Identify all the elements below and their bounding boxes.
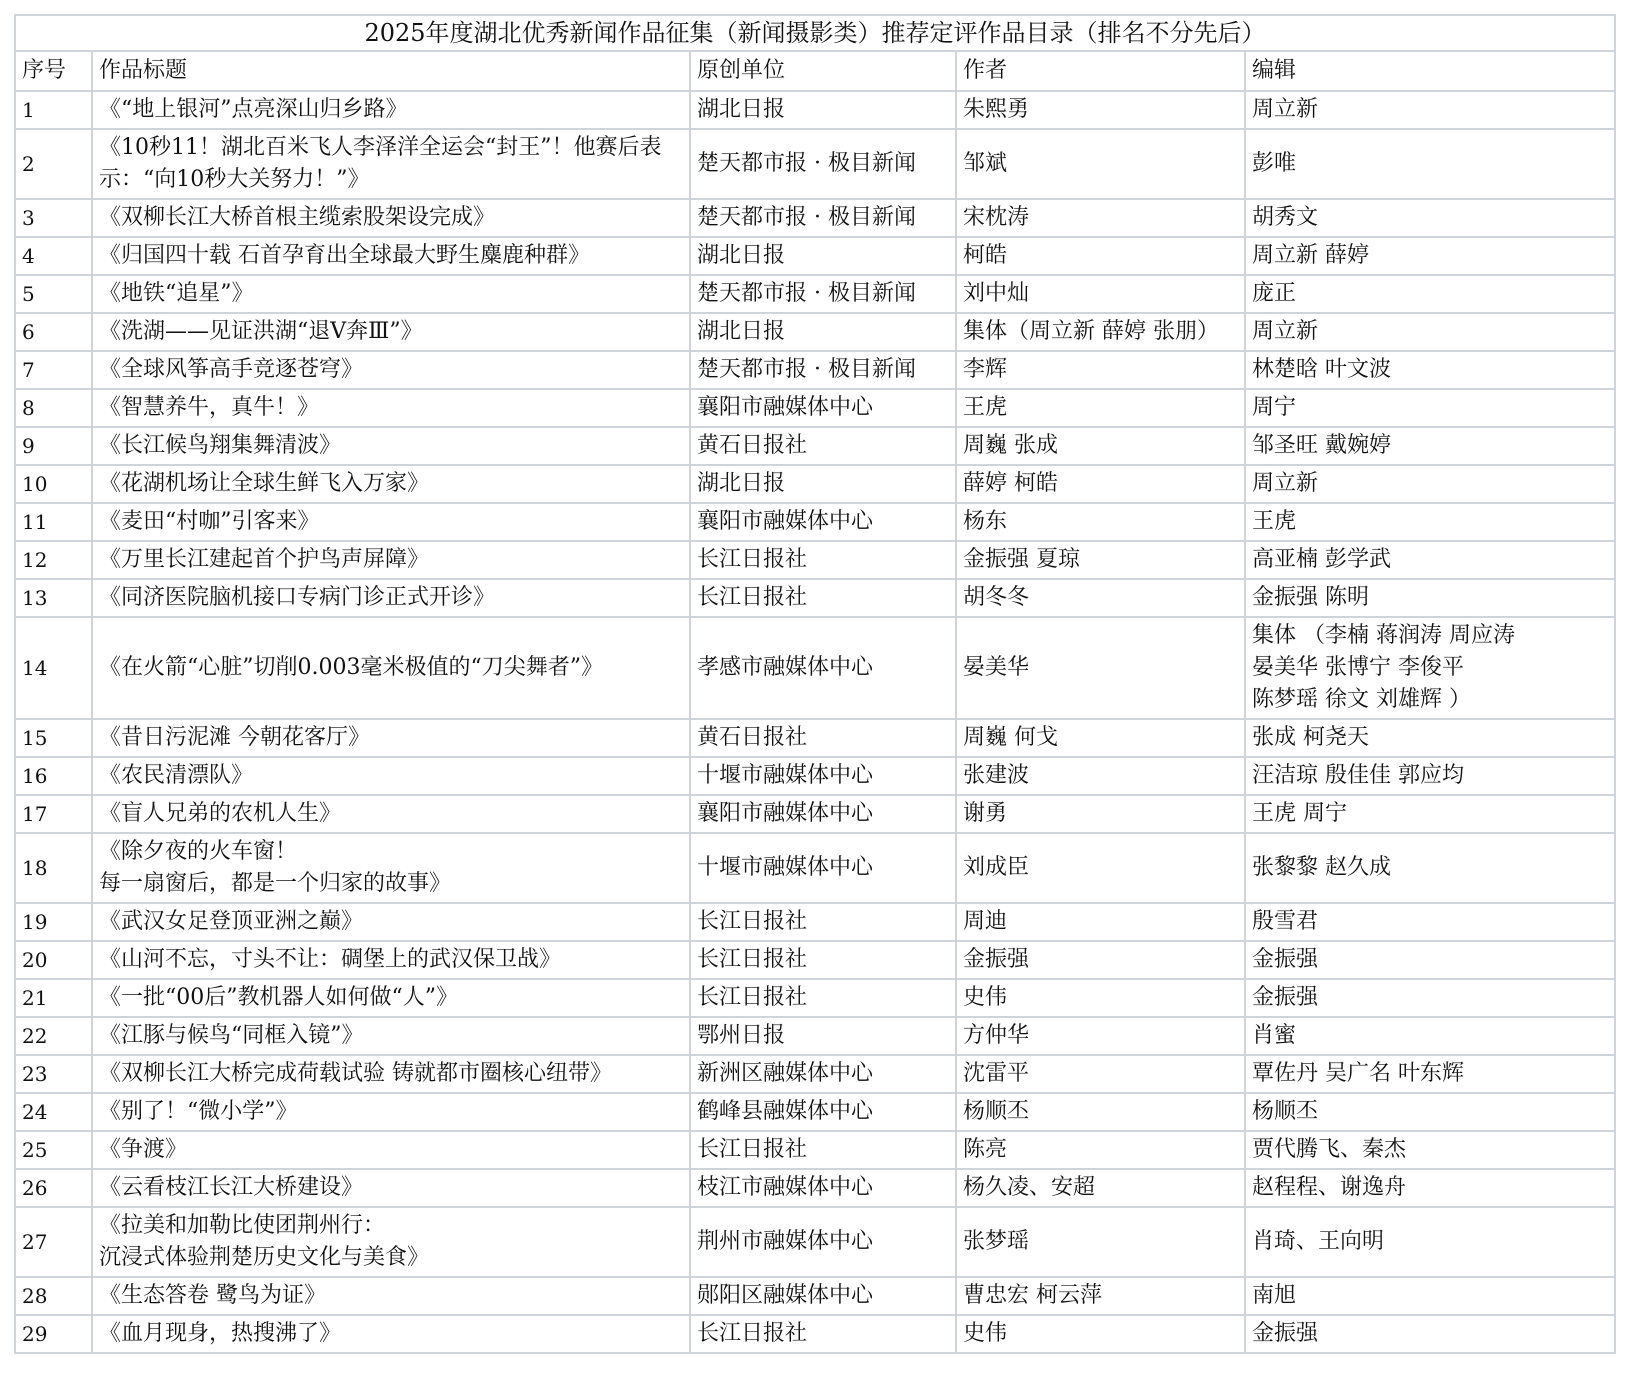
table-row <box>15 1169 1615 1207</box>
column-header-editor: 编辑 <box>1245 51 1615 91</box>
author: 杨久凌、安超 <box>956 1169 1245 1207</box>
author: 陈亮 <box>956 1131 1245 1169</box>
row-number: 17 <box>15 795 92 833</box>
row-number: 21 <box>15 979 92 1017</box>
author: 朱熙勇 <box>956 91 1245 129</box>
original-unit: 长江日报社 <box>690 579 956 617</box>
author: 刘中灿 <box>956 275 1245 313</box>
editor: 张黎黎 赵久成 <box>1245 833 1615 903</box>
original-unit: 楚天都市报 · 极目新闻 <box>690 351 956 389</box>
table-row <box>15 979 1615 1017</box>
editor: 周立新 <box>1245 91 1615 129</box>
editor: 胡秀文 <box>1245 199 1615 237</box>
work-title: 《血月现身，热搜沸了》 <box>92 1315 690 1353</box>
work-title: 《麦田“村咖”引客来》 <box>92 503 690 541</box>
original-unit: 荆州市融媒体中心 <box>690 1207 956 1277</box>
row-number: 20 <box>15 941 92 979</box>
row-number: 4 <box>15 237 92 275</box>
editor: 周立新 <box>1245 313 1615 351</box>
editor: 杨顺丕 <box>1245 1093 1615 1131</box>
original-unit: 十堰市融媒体中心 <box>690 757 956 795</box>
row-number: 28 <box>15 1277 92 1315</box>
original-unit: 襄阳市融媒体中心 <box>690 795 956 833</box>
work-title: 《农民清漂队》 <box>92 757 690 795</box>
table-row <box>15 795 1615 833</box>
original-unit: 襄阳市融媒体中心 <box>690 389 956 427</box>
table-row <box>15 275 1615 313</box>
editor: 金振强 <box>1245 941 1615 979</box>
table-row <box>15 541 1615 579</box>
original-unit: 长江日报社 <box>690 941 956 979</box>
author: 周迪 <box>956 903 1245 941</box>
table-row <box>15 427 1615 465</box>
editor: 金振强 <box>1245 979 1615 1017</box>
table-row <box>15 313 1615 351</box>
table-row <box>15 1131 1615 1169</box>
row-number: 23 <box>15 1055 92 1093</box>
author: 金振强 夏琼 <box>956 541 1245 579</box>
document-sheet <box>14 14 1614 1354</box>
work-title: 《拉美和加勒比使团荆州行： 沉浸式体验荆楚历史文化与美食》 <box>92 1207 690 1277</box>
original-unit: 楚天都市报 · 极目新闻 <box>690 275 956 313</box>
author: 胡冬冬 <box>956 579 1245 617</box>
row-number: 13 <box>15 579 92 617</box>
work-title: 《除夕夜的火车窗！ 每一扇窗后，都是一个归家的故事》 <box>92 833 690 903</box>
work-title: 《长江候鸟翔集舞清波》 <box>92 427 690 465</box>
author: 李辉 <box>956 351 1245 389</box>
work-title: 《在火箭“心脏”切削0.003毫米极值的“刀尖舞者”》 <box>92 617 690 719</box>
row-number: 3 <box>15 199 92 237</box>
original-unit: 长江日报社 <box>690 1315 956 1353</box>
work-title: 《双柳长江大桥首根主缆索股架设完成》 <box>92 199 690 237</box>
row-number: 16 <box>15 757 92 795</box>
author: 张梦瑶 <box>956 1207 1245 1277</box>
row-number: 22 <box>15 1017 92 1055</box>
original-unit: 楚天都市报 · 极目新闻 <box>690 199 956 237</box>
row-number: 26 <box>15 1169 92 1207</box>
row-number: 25 <box>15 1131 92 1169</box>
original-unit: 郧阳区融媒体中心 <box>690 1277 956 1315</box>
author: 周巍 何戈 <box>956 719 1245 757</box>
author: 张建波 <box>956 757 1245 795</box>
original-unit: 湖北日报 <box>690 313 956 351</box>
original-unit: 新洲区融媒体中心 <box>690 1055 956 1093</box>
table-row <box>15 757 1615 795</box>
work-title: 《归国四十载 石首孕育出全球最大野生麋鹿种群》 <box>92 237 690 275</box>
row-number: 10 <box>15 465 92 503</box>
author: 王虎 <box>956 389 1245 427</box>
original-unit: 鹤峰县融媒体中心 <box>690 1093 956 1131</box>
work-title: 《洗湖——见证洪湖“退Ⅴ奔Ⅲ”》 <box>92 313 690 351</box>
column-header-unit: 原创单位 <box>690 51 956 91</box>
editor: 金振强 <box>1245 1315 1615 1353</box>
table-row <box>15 237 1615 275</box>
work-title: 《“地上银河”点亮深山归乡路》 <box>92 91 690 129</box>
row-number: 9 <box>15 427 92 465</box>
table-row <box>15 941 1615 979</box>
table-row <box>15 91 1615 129</box>
author: 杨东 <box>956 503 1245 541</box>
work-title: 《盲人兄弟的农机人生》 <box>92 795 690 833</box>
table-body <box>15 91 1615 1353</box>
editor: 殷雪君 <box>1245 903 1615 941</box>
row-number: 15 <box>15 719 92 757</box>
table-row <box>15 351 1615 389</box>
editor: 覃佐丹 吴广名 叶东辉 <box>1245 1055 1615 1093</box>
table-row <box>15 1315 1615 1353</box>
author: 邹斌 <box>956 129 1245 199</box>
table-row <box>15 1277 1615 1315</box>
author: 薛婷 柯皓 <box>956 465 1245 503</box>
work-title: 《同济医院脑机接口专病门诊正式开诊》 <box>92 579 690 617</box>
works-table <box>14 14 1616 1354</box>
row-number: 8 <box>15 389 92 427</box>
original-unit: 长江日报社 <box>690 979 956 1017</box>
table-row <box>15 129 1615 199</box>
author: 宋枕涛 <box>956 199 1245 237</box>
author: 谢勇 <box>956 795 1245 833</box>
editor: 张成 柯尧天 <box>1245 719 1615 757</box>
editor: 周立新 薛婷 <box>1245 237 1615 275</box>
author: 金振强 <box>956 941 1245 979</box>
original-unit: 孝感市融媒体中心 <box>690 617 956 719</box>
table-row <box>15 579 1615 617</box>
author: 柯皓 <box>956 237 1245 275</box>
author: 曹忠宏 柯云萍 <box>956 1277 1245 1315</box>
editor: 周立新 <box>1245 465 1615 503</box>
table-row <box>15 465 1615 503</box>
table-title: 2025年度湖北优秀新闻作品征集（新闻摄影类）推荐定评作品目录（排名不分先后） <box>15 15 1615 51</box>
author: 史伟 <box>956 1315 1245 1353</box>
work-title: 《山河不忘，寸头不让：碉堡上的武汉保卫战》 <box>92 941 690 979</box>
editor: 高亚楠 彭学武 <box>1245 541 1615 579</box>
author: 刘成臣 <box>956 833 1245 903</box>
row-number: 19 <box>15 903 92 941</box>
author: 方仲华 <box>956 1017 1245 1055</box>
row-number: 24 <box>15 1093 92 1131</box>
editor: 林楚晗 叶文波 <box>1245 351 1615 389</box>
work-title: 《武汉女足登顶亚洲之巅》 <box>92 903 690 941</box>
work-title: 《争渡》 <box>92 1131 690 1169</box>
row-number: 11 <box>15 503 92 541</box>
original-unit: 湖北日报 <box>690 91 956 129</box>
row-number: 14 <box>15 617 92 719</box>
table-row <box>15 1207 1615 1277</box>
table-row <box>15 617 1615 719</box>
author: 晏美华 <box>956 617 1245 719</box>
editor: 肖蜜 <box>1245 1017 1615 1055</box>
table-row <box>15 1093 1615 1131</box>
author: 集体（周立新 薛婷 张朋） <box>956 313 1245 351</box>
column-header-number: 序号 <box>15 51 92 91</box>
row-number: 27 <box>15 1207 92 1277</box>
work-title: 《智慧养牛，真牛！》 <box>92 389 690 427</box>
column-header-title: 作品标题 <box>92 51 690 91</box>
table-row <box>15 1017 1615 1055</box>
row-number: 18 <box>15 833 92 903</box>
original-unit: 长江日报社 <box>690 1131 956 1169</box>
editor: 王虎 周宁 <box>1245 795 1615 833</box>
author: 沈雷平 <box>956 1055 1245 1093</box>
work-title: 《云看枝江长江大桥建设》 <box>92 1169 690 1207</box>
table-row <box>15 503 1615 541</box>
original-unit: 湖北日报 <box>690 465 956 503</box>
author: 周巍 张成 <box>956 427 1245 465</box>
work-title: 《双柳长江大桥完成荷载试验 铸就都市圈核心纽带》 <box>92 1055 690 1093</box>
editor: 集体 （李楠 蒋润涛 周应涛 晏美华 张博宁 李俊平 陈梦瑶 徐文 刘雄辉 ） <box>1245 617 1615 719</box>
row-number: 5 <box>15 275 92 313</box>
work-title: 《花湖机场让全球生鲜飞入万家》 <box>92 465 690 503</box>
editor: 金振强 陈明 <box>1245 579 1615 617</box>
editor: 汪洁琼 殷佳佳 郭应均 <box>1245 757 1615 795</box>
work-title: 《一批“00后”教机器人如何做“人”》 <box>92 979 690 1017</box>
work-title: 《10秒11！湖北百米飞人李泽洋全运会“封王”！他赛后表示：“向10秒大关努力！”》 <box>92 129 690 199</box>
table-row <box>15 903 1615 941</box>
editor: 肖琦、王向明 <box>1245 1207 1615 1277</box>
original-unit: 黄石日报社 <box>690 427 956 465</box>
row-number: 2 <box>15 129 92 199</box>
author: 史伟 <box>956 979 1245 1017</box>
editor: 贾代腾飞、秦杰 <box>1245 1131 1615 1169</box>
original-unit: 楚天都市报 · 极目新闻 <box>690 129 956 199</box>
editor: 赵程程、谢逸舟 <box>1245 1169 1615 1207</box>
original-unit: 襄阳市融媒体中心 <box>690 503 956 541</box>
original-unit: 鄂州日报 <box>690 1017 956 1055</box>
header-row <box>15 51 1615 91</box>
row-number: 12 <box>15 541 92 579</box>
row-number: 1 <box>15 91 92 129</box>
editor: 南旭 <box>1245 1277 1615 1315</box>
original-unit: 湖北日报 <box>690 237 956 275</box>
row-number: 7 <box>15 351 92 389</box>
work-title: 《全球风筝高手竞逐苍穹》 <box>92 351 690 389</box>
row-number: 29 <box>15 1315 92 1353</box>
row-number: 6 <box>15 313 92 351</box>
table-row <box>15 1055 1615 1093</box>
editor: 邹圣旺 戴婉婷 <box>1245 427 1615 465</box>
original-unit: 长江日报社 <box>690 541 956 579</box>
editor: 王虎 <box>1245 503 1615 541</box>
table-row <box>15 389 1615 427</box>
column-header-author: 作者 <box>956 51 1245 91</box>
work-title: 《万里长江建起首个护鸟声屏障》 <box>92 541 690 579</box>
original-unit: 长江日报社 <box>690 903 956 941</box>
table-row <box>15 833 1615 903</box>
editor: 彭唯 <box>1245 129 1615 199</box>
work-title: 《生态答卷 鹭鸟为证》 <box>92 1277 690 1315</box>
editor: 庞正 <box>1245 275 1615 313</box>
work-title: 《江豚与候鸟“同框入镜”》 <box>92 1017 690 1055</box>
original-unit: 十堰市融媒体中心 <box>690 833 956 903</box>
editor: 周宁 <box>1245 389 1615 427</box>
original-unit: 黄石日报社 <box>690 719 956 757</box>
author: 杨顺丕 <box>956 1093 1245 1131</box>
table-row <box>15 719 1615 757</box>
work-title: 《昔日污泥滩 今朝花客厅》 <box>92 719 690 757</box>
work-title: 《地铁“追星”》 <box>92 275 690 313</box>
work-title: 《别了！“微小学”》 <box>92 1093 690 1131</box>
original-unit: 枝江市融媒体中心 <box>690 1169 956 1207</box>
table-row <box>15 199 1615 237</box>
